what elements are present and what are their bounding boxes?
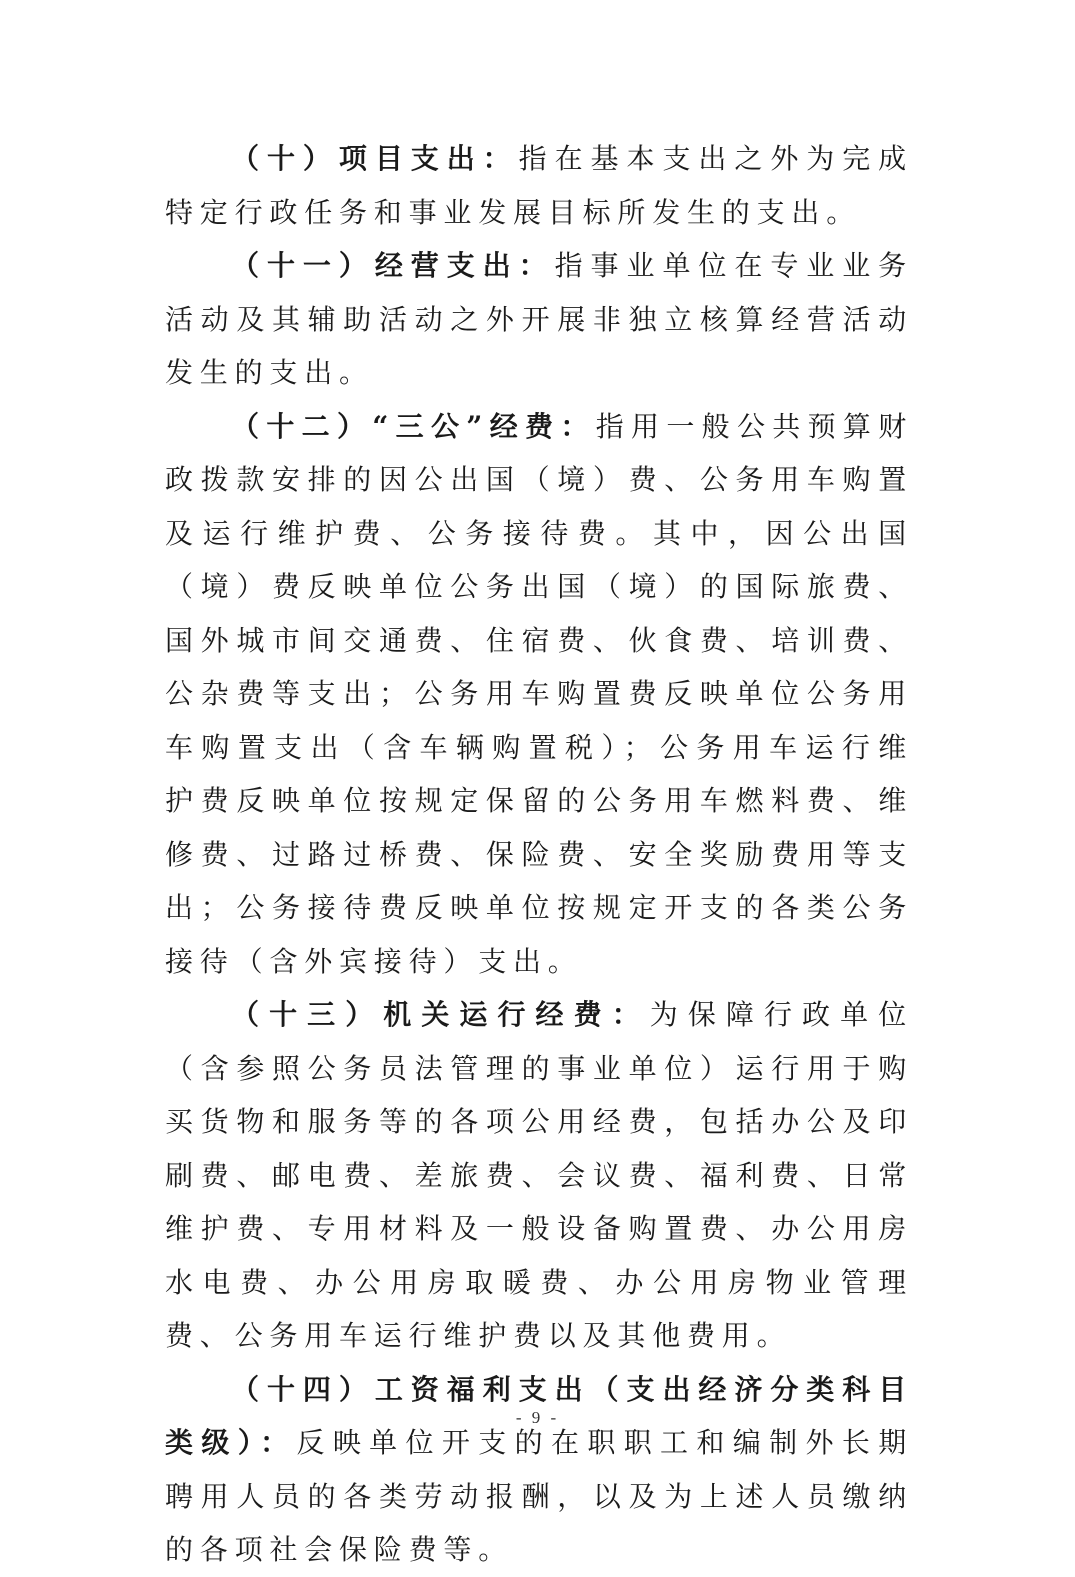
paragraph-text: 反映单位开支的在职职工和编制外长期聘用人员的各类劳动报酬，以及为上述人员缴纳的各项社会保险费等。 bbox=[165, 1426, 914, 1566]
paragraph-heading: （十四）工资福利支出（支出经济分类科目类级）： bbox=[165, 1372, 913, 1459]
paragraph-salary-welfare-expenditure bbox=[165, 1363, 913, 1577]
paragraph-project-expenditure bbox=[165, 132, 913, 239]
paragraph-heading: （十）项目支出： bbox=[231, 142, 519, 175]
paragraph-text: 指在基本支出之外为完成特定行政任务和事业发展目标所发生的支出。 bbox=[165, 142, 913, 229]
paragraph-agency-operating-funds bbox=[165, 988, 913, 1363]
paragraph-heading: （十二）“三公”经费： bbox=[231, 409, 596, 443]
paragraph-text: 指用一般公共预算财政拨款安排的因公出国（境）费、公务用车购置及运行维护费、公务接待费。其中，因公出国（境）费反映单位公务出国（境）的国际旅费、国外城市间交通费、住宿费、伙食费、培训费、公杂费等支出；公务用车购置费反映单位公务用车购置支出（含车辆购置税）；公务用车运行维护费反映单位按规定保留的公务用车燃料费、维修费、过路过桥费、保险费、安全奖励费用等支出；公务接待费反映单位按规定开支的各类公务接待（含外宾接待）支出。 bbox=[165, 409, 914, 978]
paragraph-text: 为保障行政单位（含参照公务员法管理的事业单位）运行用于购买货物和服务等的各项公用经费，包括办公及印刷费、邮电费、差旅费、会议费、福利费、日常维护费、专用材料及一般设备购置费、办公用房水电费、办公用房取暖费、办公用房物业管理费、公务用车运行维护费以及其他费用。 bbox=[165, 998, 913, 1352]
paragraph-text: 指事业单位在专业业务活动及其辅助活动之外开展非独立核算经营活动发生的支出。 bbox=[165, 249, 913, 389]
paragraph-heading: （十三）机关运行经费： bbox=[231, 998, 650, 1031]
paragraph-three-public-expenses bbox=[165, 400, 913, 989]
paragraph-operating-expenditure bbox=[165, 239, 913, 400]
paragraph-heading: （十一）经营支出： bbox=[231, 249, 555, 282]
document-body bbox=[165, 132, 913, 1577]
page-number: - 9 - bbox=[515, 1408, 560, 1427]
